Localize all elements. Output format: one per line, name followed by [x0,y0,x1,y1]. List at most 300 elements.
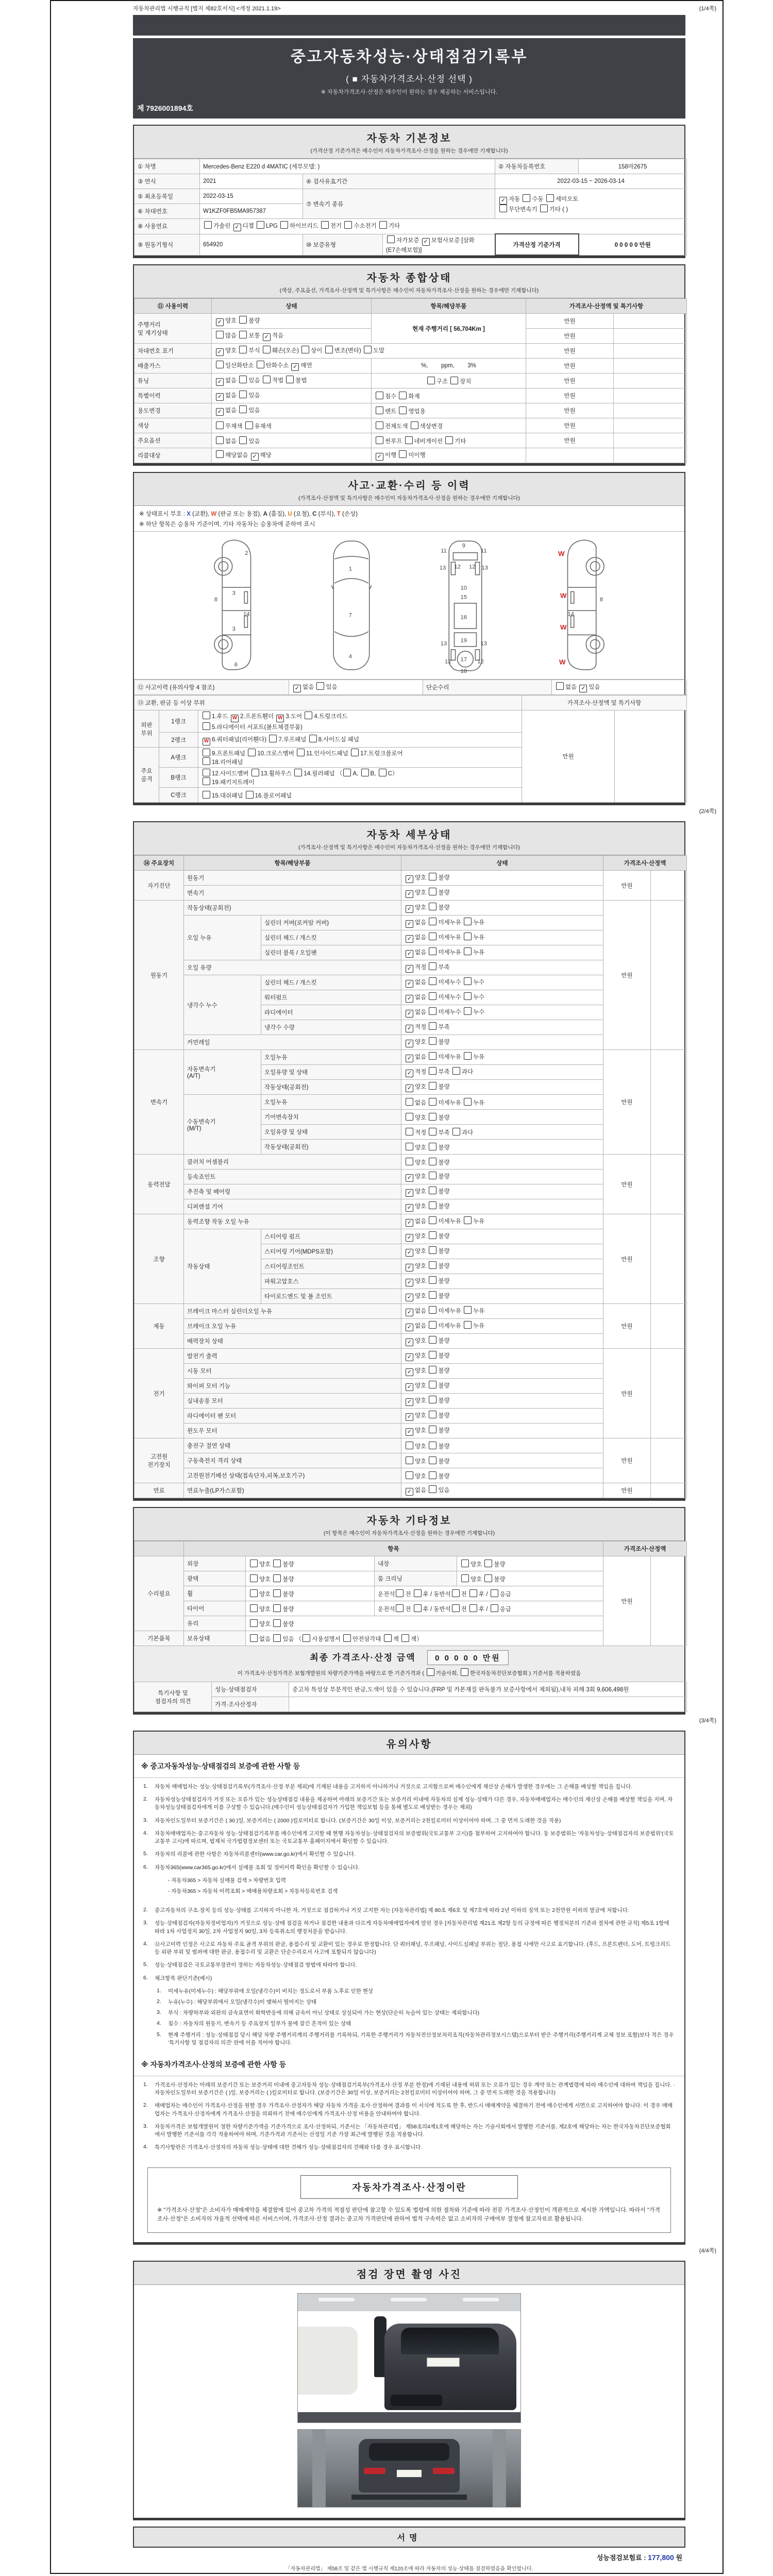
notice-item-number: 5. [143,1851,148,1857]
cell: 리콜대상 [135,448,212,463]
checkbox-empty[interactable] [429,1172,436,1179]
checkbox-checked[interactable]: ✓ [406,1264,413,1272]
checkbox-empty[interactable] [461,1574,469,1582]
cell: 가격조사·산정액 및 특기사항 [526,299,687,314]
checkbox-empty[interactable] [429,1128,436,1136]
legend-mark: W [211,511,217,517]
checkbox-empty[interactable] [245,421,253,429]
checkbox-empty[interactable] [429,1231,436,1239]
checkbox-empty[interactable] [286,376,294,383]
checkbox-checked[interactable]: ✓ [406,1383,413,1391]
checkbox-empty[interactable] [376,392,383,399]
checkbox-checked[interactable]: ✓ [406,1324,413,1331]
checkbox-empty[interactable] [464,1098,472,1106]
checkbox-empty[interactable] [351,749,359,756]
checkbox-empty[interactable] [203,757,210,765]
checkbox-empty[interactable] [384,1634,392,1642]
cell: 주요 골격 [135,748,159,803]
checkbox-checked[interactable]: ✓ [406,950,413,958]
checkbox-empty[interactable] [429,933,436,940]
cell: 특별이력 [135,388,212,403]
checkbox-empty[interactable] [450,377,458,384]
checkbox-empty[interactable] [216,450,224,458]
checkbox-empty[interactable] [364,346,372,353]
checkbox-empty[interactable] [429,1471,436,1479]
checkbox-empty[interactable] [216,331,224,338]
ceiling-light [318,2298,355,2301]
cell: ✓ 양호 불량 [401,1035,603,1050]
checkbox-checked[interactable]: ✓ [216,393,224,401]
checkbox-empty[interactable] [429,992,436,1000]
checkbox-empty[interactable] [273,1574,281,1582]
checkbox-empty[interactable] [203,791,210,799]
checkbox-empty[interactable] [396,1604,404,1612]
checkbox-empty[interactable] [250,1560,258,1567]
legend-text: (부식), [316,511,337,517]
diagram-part-number: 12 [444,658,451,665]
checkbox-empty[interactable] [376,406,383,414]
checkbox-checked[interactable]: ✓ [406,1219,413,1227]
cell: 오일누유 [261,1095,401,1110]
checkbox-empty[interactable] [239,391,247,398]
checkbox-empty[interactable] [429,1158,436,1165]
checkbox-checked[interactable]: ✓ [291,363,299,371]
cell: ⑦ 변속기 종류 [303,189,495,219]
checkbox-empty[interactable] [294,769,302,776]
cell [135,1541,184,1556]
checkbox-checked[interactable]: ✓ [216,378,224,386]
checkbox-checked[interactable]: ✓ [233,224,241,231]
cell: 기본품목 [135,1631,184,1646]
checkbox-empty[interactable] [429,1216,436,1224]
checkbox-empty[interactable] [464,1216,472,1224]
cell: 커먼레일 [184,1035,401,1050]
cell: ✓ 없음 있음 [289,680,423,695]
section-detailed-condition [133,821,685,1501]
checkbox-empty[interactable] [461,1560,469,1567]
w-mark-checkbox[interactable]: W [231,715,239,722]
cell: 디퍼렌셜 기어 [184,1199,401,1214]
checkbox-empty[interactable] [303,1634,310,1642]
checkbox-empty[interactable] [343,1634,351,1642]
checkbox-checked[interactable]: ✓ [406,1294,413,1301]
checkbox-empty[interactable] [321,221,329,229]
checkbox-empty[interactable] [523,194,530,202]
section-subtitle: (색상, 주요옵션, 가격조사·산정액 및 특기사항은 매수인이 자동차가격조사·산정을 원하는 경우에만 기재합니다) [279,287,539,294]
checkbox-empty[interactable] [429,1321,436,1329]
checkbox-empty[interactable] [239,436,247,444]
checkbox-empty[interactable] [429,1411,436,1418]
cell: ✓ 양호 불량 [401,1274,603,1289]
checkbox-empty[interactable] [429,1067,436,1075]
checkbox-empty[interactable] [250,1619,258,1627]
checkbox-checked[interactable]: ✓ [406,1025,413,1032]
cell: ② 자동차등록번호 [495,159,579,174]
checkbox-empty[interactable] [452,1589,460,1597]
checkbox-empty[interactable] [540,205,548,212]
checkbox-empty[interactable] [297,749,305,756]
cell: 만원 [603,1304,651,1349]
checkbox-empty[interactable] [379,769,386,776]
checkbox-empty[interactable] [343,769,351,776]
checkbox-empty[interactable] [399,450,407,458]
cell: 유리 [184,1616,246,1631]
table-row [135,189,687,204]
cell: 양호 불량 [401,1110,603,1125]
checkbox-empty[interactable] [399,392,407,399]
checkbox-empty[interactable] [464,1052,472,1060]
cell: ✓ 없음 있음 [401,1483,603,1498]
checkbox-checked[interactable]: ✓ [251,453,259,461]
checkbox-empty[interactable] [257,221,264,229]
checkbox-checked[interactable]: ✓ [406,1428,413,1436]
checkbox-empty[interactable] [216,361,224,368]
checkbox-empty[interactable] [376,436,383,444]
cell: 항목/해당부품 [184,856,401,871]
cell: 스티어링 펌프 [261,1229,401,1244]
checkbox-empty[interactable] [464,1306,472,1314]
fee-unit: 원 [676,2553,682,2562]
checkbox-checked[interactable]: ✓ [216,318,224,326]
checkbox-checked[interactable]: ✓ [406,1189,413,1197]
cell: 없음 미세누유 누유 [401,1095,603,1110]
table-row [135,1155,687,1170]
checkbox-empty[interactable] [325,346,333,353]
diagram-w-mark: W [560,591,567,600]
cell: ✓ 양호 불량 [401,1229,603,1244]
checkbox-checked[interactable]: ✓ [216,348,224,356]
checkbox-checked[interactable]: ✓ [406,920,413,928]
cell: 만원 [603,1214,651,1304]
checkbox-empty[interactable] [429,1396,436,1403]
notice-item-number: 3. [157,2009,161,2016]
legal-line-1: 「자동차관리법」 제58조 및 같은 법 시행규칙 제120조에 따라 자동차의 성능·상태를 점검하였음을 확인합니다. [285,2566,533,2572]
cell: 만원 [526,403,614,418]
checkbox-checked[interactable]: ✓ [263,333,271,341]
checkbox-empty[interactable] [499,205,507,212]
cell: ① 차명 [135,159,200,174]
table-row [135,359,687,374]
checkbox-empty[interactable] [414,1604,422,1612]
checkbox-checked[interactable]: ✓ [406,1398,413,1406]
checkbox-empty[interactable] [429,1037,436,1045]
checkbox-empty[interactable] [269,735,277,742]
checkbox-empty[interactable] [203,749,210,756]
cell: 브레이크 오일 누유 [184,1319,401,1334]
checkbox-empty[interactable] [316,682,324,690]
checkbox-checked[interactable]: ✓ [406,1174,413,1182]
checkbox-empty[interactable] [429,873,436,880]
cell: ✓ 양호 불량 [212,314,372,329]
checkbox-empty[interactable] [273,1560,281,1567]
checkbox-empty[interactable] [464,992,472,1000]
checkbox-empty[interactable] [401,1634,409,1642]
checkbox-checked[interactable]: ✓ [406,1055,413,1062]
checkbox-empty[interactable] [429,1246,436,1254]
section-other-header [134,1508,684,1541]
section-subtitle: (가격조사·산정액 및 특기사항은 매수인이 자동차가격조사·산정을 원하는 경우에만 기재합니다) [298,844,520,851]
checkbox-empty[interactable] [280,221,288,229]
notice-item-text: - 자동차365 > 자동차 이력조회 > 매매용차량조회 > 자동차등록번호 검색 [168,1888,338,1894]
checkbox-checked[interactable]: ✓ [406,1070,413,1077]
cell: ⑥ 차대번호 [135,204,200,219]
notice-item [143,2081,675,2097]
checkbox-empty[interactable] [273,1604,281,1612]
checkbox-empty[interactable] [429,1276,436,1284]
header-divider [133,36,685,38]
checkbox-empty[interactable] [484,1574,492,1582]
checkbox-empty[interactable] [405,436,413,444]
checkbox-empty[interactable] [239,405,247,413]
cell: 스티어링조인트 [261,1259,401,1274]
checkbox-empty[interactable] [361,769,369,776]
checkbox-empty[interactable] [429,1201,436,1209]
table-row [135,433,687,448]
checkbox-empty[interactable] [251,769,259,776]
checkbox-empty[interactable] [406,1456,413,1464]
checkbox-empty[interactable] [399,406,407,414]
cell [614,344,687,359]
checkbox-empty[interactable] [248,749,256,756]
checkbox-empty[interactable] [250,1604,258,1612]
checkbox-empty[interactable] [429,1442,436,1449]
signature-section-header: 서명 [133,2527,685,2548]
checkbox-checked[interactable]: ✓ [293,685,301,692]
checkbox-empty[interactable] [344,221,352,229]
cell: 실내송풍 모터 [184,1394,401,1409]
table-row [135,1682,687,1697]
checkbox-empty[interactable] [429,947,436,955]
checkbox-empty[interactable] [239,316,247,324]
checkbox-empty[interactable] [406,1471,413,1479]
checkbox-empty[interactable] [464,1007,472,1015]
checkbox-empty[interactable] [204,221,212,229]
checkbox-empty[interactable] [546,194,554,202]
section-basic-info-header [134,126,684,159]
checkbox-empty[interactable] [250,1574,258,1582]
diagram-part-number: 13 [439,565,446,571]
cell [651,1304,687,1349]
cell [615,710,687,803]
notice-item [143,1961,675,1969]
checkbox-checked[interactable]: ✓ [406,1234,413,1242]
checkbox-empty[interactable] [429,1113,436,1121]
checkbox-empty[interactable] [429,977,436,985]
checkbox-empty[interactable] [491,1604,498,1612]
checkbox-empty[interactable] [203,777,210,785]
checkbox-empty[interactable] [203,769,210,776]
checkbox-empty[interactable] [429,1291,436,1299]
cell: 냉각수 수량 [261,1020,401,1035]
checkbox-empty[interactable] [427,377,435,384]
checkbox-empty[interactable] [429,888,436,895]
checkbox-checked[interactable]: ✓ [406,980,413,988]
cell: 무채색 유채색 [212,418,372,433]
checkbox-empty[interactable] [464,947,472,955]
checkbox-empty[interactable] [429,1456,436,1464]
cell: ⑭ 주요장치 [135,856,184,871]
checkbox-empty[interactable] [452,1128,460,1136]
checkbox-empty[interactable] [429,1306,436,1314]
checkbox-checked[interactable]: ✓ [406,1488,413,1496]
cell: 만원 [526,314,614,329]
checkbox-empty[interactable] [429,1143,436,1150]
checkbox-empty[interactable] [387,235,395,243]
checkbox-empty[interactable] [273,1634,281,1642]
checkbox-empty[interactable] [429,1261,436,1269]
checkbox-checked[interactable]: ✓ [406,1338,413,1346]
checkbox-checked[interactable]: ✓ [422,238,430,246]
cell: 현재 주행거리 [ 56,704Km ] [372,314,526,344]
inspection-insurance-fee [133,2548,685,2563]
checkbox-empty[interactable] [406,1143,413,1150]
checkbox-checked[interactable]: ✓ [406,1279,413,1286]
checkbox-empty[interactable] [406,1128,413,1136]
checkbox-empty[interactable] [301,346,309,353]
notice-item-text: 성능·상태점검자(자동차정비업자)가 거짓으로 성능·상태 점검을 하거나 점검한 내용과 다르게 자동차매매업자에게 알린 경우 [자동차관리법 제21조 제2항 등의 규정에 따른 행정처분의 기준과 절차에 관한 규칙] 제5조 1항에 따라 1차 사업정지 30일, 2차 사업정지 90일, 3차 등록취소의 행정처분을 받습니다. [155,1920,669,1935]
checkbox-empty[interactable] [429,918,436,925]
cell: C랭크 [159,788,198,803]
cell: 고전원 전기장치 [135,1438,184,1483]
checkbox-empty[interactable] [414,1589,422,1597]
checkbox-empty[interactable] [429,1052,436,1060]
checkbox-empty[interactable] [452,1067,460,1075]
section-subtitle: (이 항목은 매수인이 자동차가격조사·산정을 원하는 경우에만 기재합니다) [323,1530,495,1536]
inspector-opinion-table [134,1682,687,1712]
checkbox-empty[interactable] [429,1366,436,1374]
checkbox-empty[interactable] [305,711,312,719]
checkbox-checked[interactable]: ✓ [406,890,413,898]
checkbox-checked[interactable]: ✓ [406,875,413,883]
checkbox-empty[interactable] [411,421,418,429]
cell: 양호 불량 [401,1468,603,1483]
cell: 기어변속장치 [261,1110,401,1125]
checkbox-empty[interactable] [406,1158,413,1165]
w-mark-checkbox[interactable]: W [276,715,284,722]
checkbox-empty[interactable] [203,711,210,719]
w-mark-checkbox[interactable]: W [203,738,210,745]
cell: 수동변속기 (M/T) [184,1095,261,1155]
checkbox-empty[interactable] [461,1668,468,1676]
checkbox-empty[interactable] [429,1426,436,1433]
checkbox-checked[interactable]: ✓ [406,1249,413,1257]
price-survey-select: ( ■ 자동차가격조사·산정 선택 ) [346,74,473,84]
checkbox-checked[interactable]: ✓ [376,453,383,461]
checkbox-checked[interactable]: ✓ [499,197,507,205]
checkbox-empty[interactable] [406,1442,413,1449]
diagram-part-number: 6 [234,662,238,668]
checkbox-empty[interactable] [464,977,472,985]
cell: 외판 부위 [135,710,159,748]
checkbox-checked[interactable]: ✓ [406,1353,413,1361]
checkbox-checked[interactable]: ✓ [406,1084,413,1092]
checkbox-checked[interactable]: ✓ [406,1368,413,1376]
checkbox-empty[interactable] [445,436,453,444]
notice-item-text: 누유(누수) : 해당부위에서 오일(냉각수)이 맺혀서 떨어지는 상태 [168,1998,316,2005]
checkbox-empty[interactable] [429,1485,436,1493]
checkbox-empty[interactable] [429,1007,436,1015]
checkbox-empty[interactable] [263,376,271,383]
checkbox-empty[interactable] [429,1336,436,1344]
checkbox-empty[interactable] [556,682,564,690]
checkbox-empty[interactable] [491,1589,498,1597]
checkbox-empty[interactable] [406,1113,413,1121]
checkbox-empty[interactable] [429,1187,436,1194]
checkbox-empty[interactable] [216,421,224,429]
checkbox-checked[interactable]: ✓ [406,1040,413,1047]
checkbox-empty[interactable] [379,221,387,229]
checkbox-empty[interactable] [406,1098,413,1106]
checkbox-empty[interactable] [429,1098,436,1106]
checkbox-empty[interactable] [273,1589,281,1597]
checkbox-empty[interactable] [203,722,210,730]
checkbox-empty[interactable] [429,1082,436,1090]
checkbox-empty[interactable] [429,903,436,910]
checkbox-empty[interactable] [396,1589,404,1597]
checkbox-empty[interactable] [239,331,247,338]
checkbox-empty[interactable] [239,376,247,383]
diagram-part-number: 16 [460,614,467,621]
section-title: 자동차 세부상태 [366,829,452,841]
checkbox-checked[interactable]: ✓ [406,1204,413,1212]
cell: 발전기 출력 [184,1349,401,1364]
cell: ✓ 양호 불량 [401,1409,603,1423]
cell: 양호 불량 [246,1601,375,1616]
cell: 추진축 및 베어링 [184,1184,401,1199]
checkbox-empty[interactable] [376,421,383,429]
checkbox-checked[interactable]: ✓ [216,408,224,416]
checkbox-checked[interactable]: ✓ [406,905,413,913]
checkbox-empty[interactable] [484,1560,492,1567]
checkbox-empty[interactable] [239,346,247,353]
cell: 만원 [526,374,614,388]
checkbox-empty[interactable] [429,1381,436,1388]
checkbox-empty[interactable] [250,1589,258,1597]
cell [614,314,687,329]
checkbox-checked[interactable]: ✓ [406,935,413,943]
checkbox-empty[interactable] [429,1351,436,1359]
checkbox-empty[interactable] [309,735,317,742]
checkbox-checked[interactable]: ✓ [579,685,587,692]
checkbox-checked[interactable]: ✓ [406,1309,413,1316]
checkbox-empty[interactable] [257,361,264,368]
checkbox-empty[interactable] [250,1634,258,1642]
checkbox-empty[interactable] [469,1589,477,1597]
checkbox-checked[interactable]: ✓ [406,965,413,973]
checkbox-empty[interactable] [464,1321,472,1329]
checkbox-empty[interactable] [216,436,224,444]
checkbox-empty[interactable] [429,962,436,970]
checkbox-empty[interactable] [427,1668,434,1676]
checkbox-checked[interactable]: ✓ [406,1010,413,1018]
checkbox-checked[interactable]: ✓ [406,1413,413,1421]
checkbox-empty[interactable] [246,791,254,799]
car-diagram-side-right [541,537,618,675]
notice-item-text: ⑫사고이력 인정은 사고로 자동차 주요 골격 부위의 판금, 용접수리 및 교환이 있는 경우로 한정합니다. 단 쿼터패널, 루프패널, 사이드실패널 부위는 절단, 용접 시에만 사고로 표기합니다. (후드, 프론트펜더, 도어, 트렁크리드 등 외판 부위 및 범퍼에 대한 판금, 용접수리 및 교환은 단순수리로서 사고에 포함되지 않습니다) [155,1941,671,1956]
cell: 만원 [526,344,614,359]
checkbox-checked[interactable]: ✓ [406,995,413,1003]
cell: 양호 불량 [457,1571,603,1586]
checkbox-empty[interactable] [464,933,472,940]
cell: 자가보증 ✓ 보험사보증 [삼화(E7손해보험)] [383,234,495,255]
checkbox-empty[interactable] [429,1022,436,1030]
checkbox-empty[interactable] [464,918,472,925]
checkbox-empty[interactable] [452,1604,460,1612]
checkbox-empty[interactable] [469,1604,477,1612]
checkbox-empty[interactable] [273,1619,281,1627]
checkbox-empty[interactable] [263,346,271,353]
cell: ✓ 양호 불량 [401,886,603,901]
